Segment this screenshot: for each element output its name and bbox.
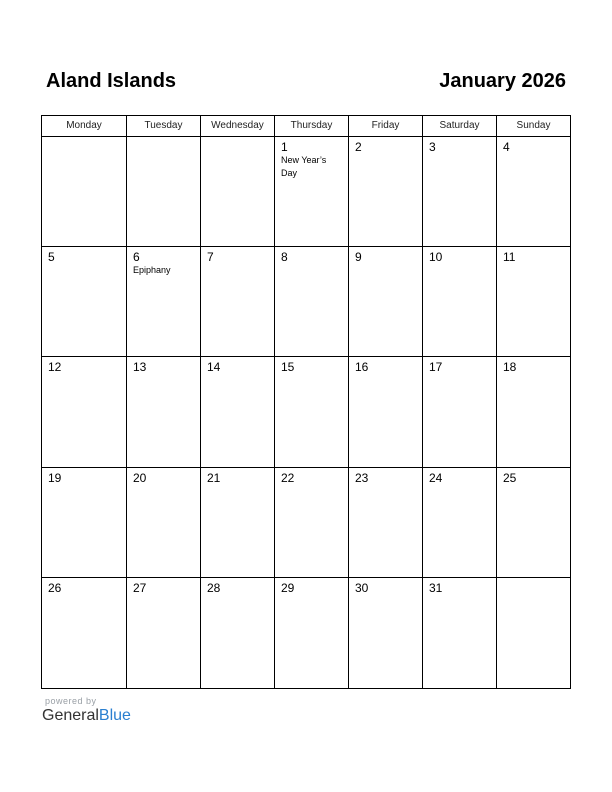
day-cell xyxy=(127,137,201,247)
day-cell xyxy=(275,578,349,688)
month-year-title: January 2026 xyxy=(439,70,566,92)
day-number: 15 xyxy=(281,360,295,375)
day-cell xyxy=(349,137,423,247)
day-cell xyxy=(42,578,127,688)
day-cell xyxy=(201,468,275,578)
day-number: 9 xyxy=(355,250,362,265)
day-number: 4 xyxy=(503,140,510,154)
day-cell xyxy=(497,357,570,467)
day-cell xyxy=(275,357,349,467)
day-cell xyxy=(201,137,275,247)
day-number: 7 xyxy=(207,250,214,265)
day-number: 24 xyxy=(429,470,443,485)
month-calendar-grid xyxy=(41,115,571,689)
weekday-header-monday: Monday xyxy=(42,116,127,137)
day-number: 3 xyxy=(429,140,436,154)
day-cell xyxy=(42,137,127,247)
day-number: 20 xyxy=(133,470,147,485)
day-number: 13 xyxy=(133,360,147,375)
day-cell xyxy=(423,357,497,467)
weekday-header-saturday: Saturday xyxy=(423,116,497,137)
day-cell xyxy=(423,137,497,247)
day-cell xyxy=(423,468,497,578)
day-cell xyxy=(201,578,275,688)
day-cell xyxy=(127,578,201,688)
day-cell xyxy=(497,578,570,688)
brand-part-blue: Blue xyxy=(98,707,131,724)
day-cell xyxy=(349,578,423,688)
day-cell xyxy=(127,357,201,467)
day-number: 19 xyxy=(48,470,62,485)
day-number: 27 xyxy=(133,580,147,595)
weekday-header-wednesday: Wednesday xyxy=(201,116,275,137)
day-cell xyxy=(349,247,423,357)
day-cell xyxy=(42,468,127,578)
day-number: 1 xyxy=(281,140,288,154)
day-cell xyxy=(497,468,570,578)
day-number: 16 xyxy=(355,360,369,375)
generalblue-logo[interactable] xyxy=(42,696,131,725)
day-number: 28 xyxy=(207,580,221,595)
day-cell xyxy=(42,357,127,467)
day-cell xyxy=(275,247,349,357)
day-cell xyxy=(201,247,275,357)
weekday-header-friday: Friday xyxy=(349,116,423,137)
day-number: 30 xyxy=(355,580,369,595)
day-cell xyxy=(201,357,275,467)
day-number: 21 xyxy=(207,470,221,485)
day-cell xyxy=(127,247,201,357)
day-number: 18 xyxy=(503,360,517,375)
weekday-header-thursday: Thursday xyxy=(275,116,349,137)
day-cell xyxy=(349,468,423,578)
day-number: 11 xyxy=(503,250,516,265)
day-cell xyxy=(423,247,497,357)
brand-wordmark xyxy=(42,707,131,725)
holiday-label: New Year’s Day xyxy=(281,155,327,178)
day-number: 25 xyxy=(503,470,517,485)
weekday-header-sunday: Sunday xyxy=(497,116,570,137)
day-cell xyxy=(497,247,570,357)
day-number: 10 xyxy=(429,250,443,265)
day-number: 12 xyxy=(48,360,62,375)
day-cell xyxy=(275,137,349,247)
day-cell xyxy=(42,247,127,357)
holiday-label: Epiphany xyxy=(133,265,171,276)
day-cell xyxy=(127,468,201,578)
weekday-header-tuesday: Tuesday xyxy=(127,116,201,137)
day-number: 17 xyxy=(429,360,443,375)
day-number: 8 xyxy=(281,250,288,265)
day-cell xyxy=(423,578,497,688)
day-number: 2 xyxy=(355,140,362,154)
day-number: 5 xyxy=(48,250,55,265)
country-title: Aland Islands xyxy=(46,70,177,92)
day-number: 31 xyxy=(429,580,443,595)
day-number: 22 xyxy=(281,470,295,485)
day-number: 29 xyxy=(281,580,295,595)
day-cell xyxy=(275,468,349,578)
day-cell xyxy=(497,137,570,247)
day-number: 14 xyxy=(207,360,221,375)
powered-by-text: powered by xyxy=(45,696,97,706)
day-number: 23 xyxy=(355,470,369,485)
day-number: 26 xyxy=(48,580,62,595)
brand-part-general: General xyxy=(42,707,99,724)
day-number: 6 xyxy=(133,250,140,265)
calendar-header xyxy=(46,70,566,100)
day-cell xyxy=(349,357,423,467)
